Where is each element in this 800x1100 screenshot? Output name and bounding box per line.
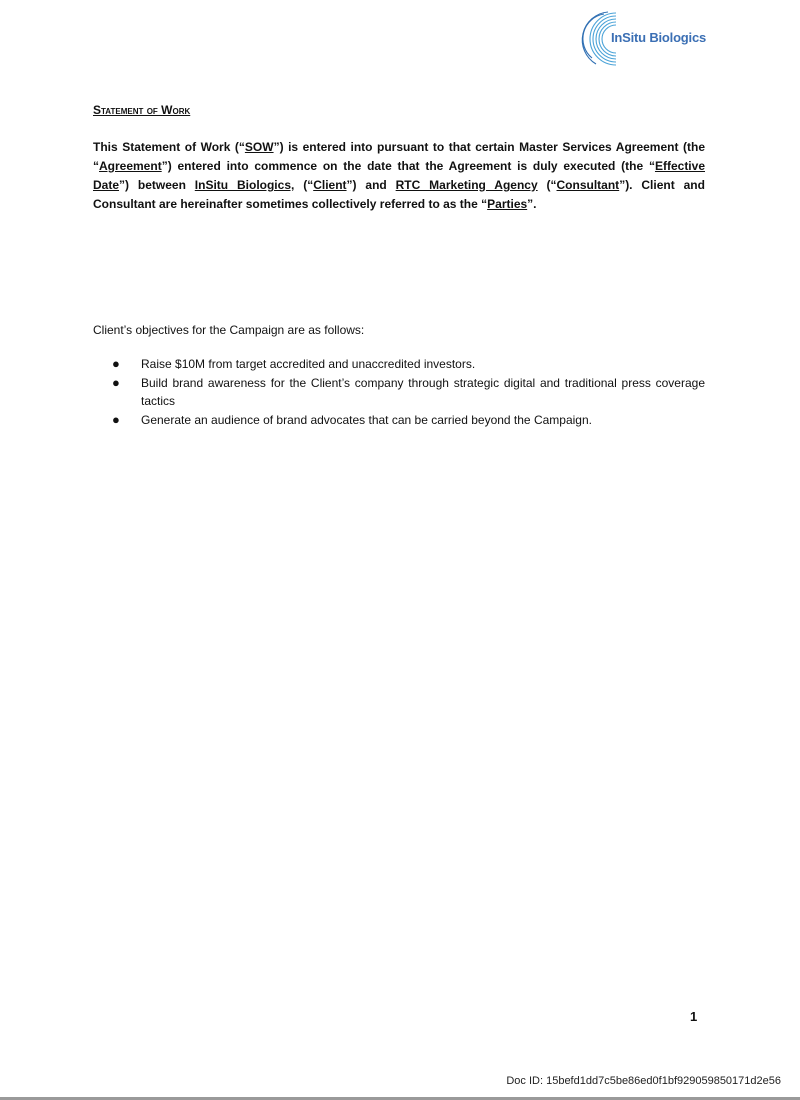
- defined-term-parties: Parties: [487, 197, 528, 211]
- intro-text: ”) entered into commence on the date that the Agreement is duly executed (the “: [161, 159, 655, 173]
- objectives-list: [112, 355, 705, 430]
- list-item-text: Build brand awareness for the Client’s company through strategic digital and traditional press coverage tactics: [141, 376, 705, 408]
- defined-term-client: Client: [313, 178, 347, 192]
- page-number: 1: [690, 1009, 698, 1024]
- doc-id: Doc ID: 15befd1dd7c5be86ed0f1bf929059850171d2e56: [506, 1075, 781, 1087]
- bullet-icon: ●: [112, 412, 120, 427]
- bullet-icon: ●: [112, 375, 120, 390]
- company-logo: [578, 8, 748, 70]
- intro-text: ”). Client and Consultant are hereinafter sometimes collectively referred to as the “: [93, 178, 705, 211]
- page-title: Statement of Work: [93, 103, 191, 117]
- intro-text: ”) between: [119, 178, 195, 192]
- consultant-name: RTC Marketing Agency: [395, 178, 538, 192]
- intro-text: This Statement of Work (“: [93, 140, 245, 154]
- intro-text: ”) is entered into pursuant to that certain Master Services Agreement (the “: [93, 140, 705, 173]
- defined-term-agreement: Agreement: [99, 159, 162, 173]
- list-item: [112, 374, 705, 410]
- list-item: [112, 355, 705, 373]
- intro-text: ”) and: [346, 178, 396, 192]
- intro-text: (“: [537, 178, 557, 192]
- defined-term-consultant: Consultant: [556, 178, 620, 192]
- intro-text: ”.: [527, 197, 537, 211]
- list-item: [112, 411, 705, 429]
- bullet-icon: ●: [112, 356, 120, 371]
- list-item-text: Raise $10M from target accredited and unaccredited investors.: [141, 357, 476, 371]
- defined-term-effective-date: Effective Date: [93, 159, 705, 192]
- intro-paragraph: [93, 138, 705, 214]
- objectives-intro: Client’s objectives for the Campaign are as follows:: [93, 323, 365, 337]
- intro-text: (“: [294, 178, 314, 192]
- defined-term-sow: SOW: [244, 140, 274, 154]
- logo-text: InSitu Biologics: [611, 30, 707, 45]
- client-name: InSitu Biologics,: [194, 178, 295, 192]
- list-item-text: Generate an audience of brand advocates that can be carried beyond the Campaign.: [141, 413, 592, 427]
